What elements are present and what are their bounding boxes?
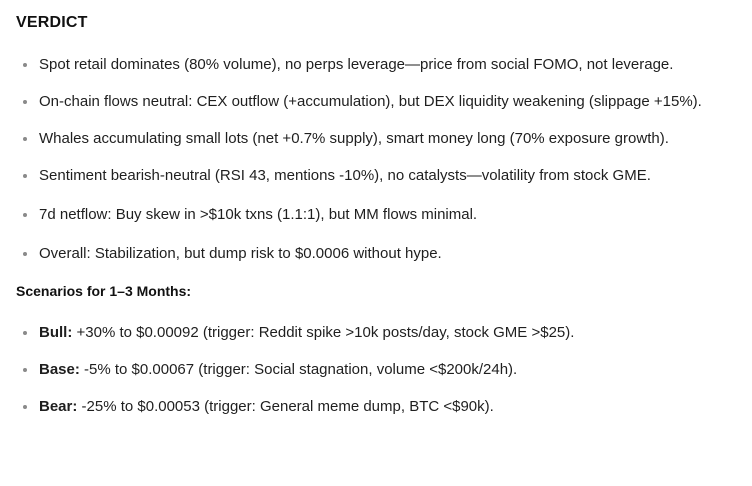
list-item-text: 7d netflow: Buy skew in >$10k txns (1.1:1), but MM flows minimal. bbox=[39, 206, 478, 223]
bullet-icon bbox=[23, 137, 27, 141]
list-item bbox=[16, 164, 746, 187]
list-item bbox=[16, 127, 746, 150]
scenario-name: Base: bbox=[39, 361, 80, 378]
list-item bbox=[16, 242, 746, 265]
list-item bbox=[16, 90, 746, 113]
scenario-text: -5% to $0.00067 (trigger: Social stagnation, volume <$200k/24h). bbox=[79, 361, 518, 378]
scenario-text: +30% to $0.00092 (trigger: Reddit spike >10k posts/day, stock GME >$25). bbox=[72, 324, 575, 341]
scenario-item-base bbox=[16, 358, 746, 381]
verdict-heading: VERDICT bbox=[16, 14, 88, 31]
scenarios-heading: Scenarios for 1–3 Months: bbox=[16, 283, 192, 299]
scenario-name: Bear: bbox=[39, 398, 78, 415]
bullet-icon bbox=[23, 252, 27, 256]
bullet-icon bbox=[23, 174, 27, 178]
list-item-text: Sentiment bearish-neutral (RSI 43, mentions -10%), no catalysts—volatility from stock GME. bbox=[39, 167, 651, 184]
list-item-text: Spot retail dominates (80% volume), no perps leverage—price from social FOMO, not leverage. bbox=[39, 56, 674, 73]
list-item-text: On-chain flows neutral: CEX outflow (+accumulation), but DEX liquidity weakening (slippage +15%). bbox=[39, 93, 702, 110]
verdict-list bbox=[16, 53, 746, 265]
scenario-name: Bull: bbox=[39, 324, 73, 341]
bullet-icon bbox=[23, 100, 27, 104]
bullet-icon bbox=[23, 405, 27, 409]
scenario-text: -25% to $0.00053 (trigger: General meme dump, BTC <$90k). bbox=[77, 398, 494, 415]
scenario-list bbox=[16, 321, 746, 418]
list-item bbox=[16, 203, 746, 226]
bullet-icon bbox=[23, 213, 27, 217]
list-item-text: Whales accumulating small lots (net +0.7% supply), smart money long (70% exposure growth). bbox=[39, 130, 669, 147]
verdict-document bbox=[16, 12, 746, 432]
bullet-icon bbox=[23, 63, 27, 67]
scenario-item-bull bbox=[16, 321, 746, 344]
list-item-text: Overall: Stabilization, but dump risk to $0.0006 without hype. bbox=[39, 245, 442, 262]
bullet-icon bbox=[23, 368, 27, 372]
list-item bbox=[16, 53, 746, 76]
bullet-icon bbox=[23, 331, 27, 335]
scenario-item-bear bbox=[16, 395, 746, 418]
